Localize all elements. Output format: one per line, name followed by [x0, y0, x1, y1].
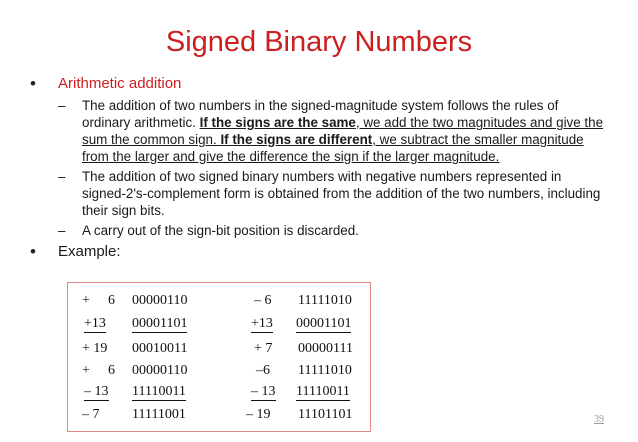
bullet-example	[30, 242, 605, 262]
operand-binary: 11111010	[298, 293, 352, 308]
sum-value: + 19	[82, 341, 108, 356]
dash-marker: –	[58, 98, 66, 113]
sum-binary: 00000111	[298, 341, 353, 356]
operand-value: – 13	[251, 384, 276, 399]
emphasis-different-signs: If the signs are different	[220, 132, 373, 147]
sub-bullet-carry	[58, 222, 605, 239]
sub-bullet-twos-complement	[58, 168, 605, 219]
dash-marker: –	[58, 169, 66, 184]
text-run-underlined: , we add the two magnitudes and give the sum the common sign.	[82, 115, 604, 147]
sum-binary: 11111001	[132, 407, 186, 422]
text-run: The addition of two numbers in the signed-magnitude system follows the rules of ordinary arithmetic.	[82, 98, 559, 130]
operand-value: –6	[256, 363, 270, 378]
operand-binary: 00001101	[132, 316, 188, 331]
sum-binary: 00010011	[132, 341, 188, 356]
emphasis-same-signs: If the signs are the same	[199, 115, 356, 130]
sub-bullet-text: The addition of two signed binary numbers with negative numbers represented in signed-2's-complement form is obtained from the addition of the two numbers, including their sign bits.	[82, 169, 601, 218]
sub-bullet-signed-magnitude	[58, 97, 605, 165]
sub-bullet-text	[82, 97, 605, 165]
bullet-heading: Arithmetic addition	[58, 75, 182, 92]
bullet-arithmetic-addition	[30, 74, 605, 94]
operand-binary: 00001101	[296, 316, 352, 331]
bullet-dot-icon: •	[30, 74, 36, 93]
operand-value: 6	[108, 293, 115, 308]
bullet-dot-icon: •	[30, 242, 36, 261]
sum-value: – 19	[246, 407, 271, 422]
text-run-underlined: , we subtract the smaller magnitude from the larger and give the difference the sign if the larger magnitude.	[82, 132, 584, 164]
slide-title: Signed Binary Numbers	[165, 26, 473, 58]
operand-binary: 11110011	[296, 384, 350, 399]
dash-marker: –	[58, 223, 66, 238]
operand-binary: 11111010	[298, 363, 352, 378]
operand-sign: +	[82, 363, 90, 378]
sum-value: + 7	[254, 341, 273, 356]
operand-sign: +	[82, 293, 90, 308]
operand-value: 6	[108, 363, 115, 378]
operand-binary: 00000110	[132, 293, 188, 308]
operand-binary: 11110011	[132, 384, 186, 399]
sum-value: – 7	[82, 407, 100, 422]
sub-bullet-text: A carry out of the sign-bit position is discarded.	[82, 223, 359, 238]
operand-binary: 00000110	[132, 363, 188, 378]
bullet-list	[30, 74, 605, 262]
operand-value: – 6	[254, 293, 272, 308]
bullet-heading: Example:	[58, 243, 121, 260]
sum-binary: 11101101	[298, 407, 353, 422]
operand-value: – 13	[84, 384, 109, 399]
example-box	[67, 282, 371, 432]
operand-value: +13	[251, 316, 273, 331]
page-number: 39	[594, 414, 604, 425]
operand-value: +13	[84, 316, 106, 331]
